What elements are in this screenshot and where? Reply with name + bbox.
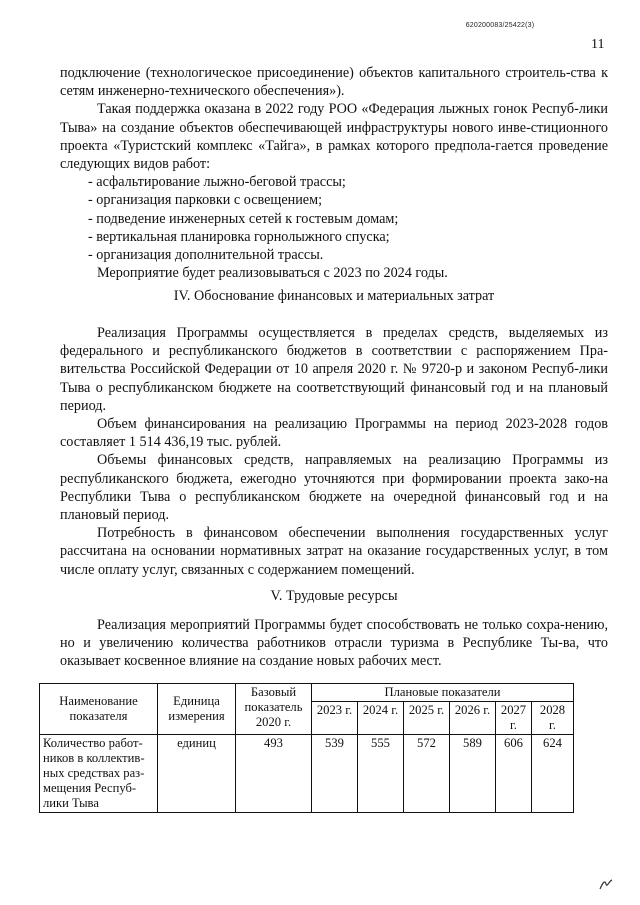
row-name: Количество работ-ников в коллектив-ных средствах раз-мещения Респуб-лики Тыва [40,735,158,813]
section-5-body [60,616,608,671]
paragraph: Объемы финансовых средств, направляемых на реализацию Программы из республиканского бюджета, ежегодно уточняются при формировании проекта зако-на Республики Тыва о республиканском бюджете на очередной финансовый год и на плановый период. [60,452,608,524]
header-year: 2028 г. [532,702,574,735]
indicators-table [39,683,574,813]
header-year: 2024 г. [358,702,404,735]
header-year: 2023 г. [312,702,358,735]
section-4-body [60,324,608,579]
section-5-title: V. Трудовые ресурсы [270,588,398,604]
page-number: 11 [591,37,605,52]
row-base: 493 [236,735,312,813]
header-year: 2026 г. [450,702,496,735]
row-value: 555 [358,735,404,813]
table-header-row [40,684,574,702]
signature-mark [598,878,614,892]
section-4-title: IV. Обоснование финансовых и материальных затрат [173,288,495,304]
paragraph: Реализация мероприятий Программы будет способствовать не только сохра-нению, но и увеличению количества работников отрасли туризма в Республике Ты-ва, что оказывает косвенное влияние на создание новых рабочих мест. [60,617,608,670]
paragraph: Такая поддержка оказана в 2022 году РОО «Федерация лыжных гонок Респуб-лики Тыва» на создание объектов обеспечивающей инфраструктуры нового инве-стиционного проекта «Туристский комплекс «Тайга», в рамках которого предпола-гается проведение следующих видов работ: [60,101,608,173]
list-item: - организация парковки с освещением; [88,192,323,209]
document-code: 620200083/25422(3) [465,22,535,29]
paragraph: Потребность в финансовом обеспечении выполнения государственных услуг рассчитана на основании нормативных затрат на оказание государственных услуг, в том числе оплату услуг, связанных с содержанием помещений. [60,525,608,578]
row-value: 589 [450,735,496,813]
header-unit: Единица измерения [158,684,236,735]
row-value: 539 [312,735,358,813]
row-value: 606 [496,735,532,813]
paragraph: Объем финансирования на реализацию Программы на период 2023-2028 годов составляет 1 514 436,19 тыс. рублей. [60,416,608,451]
row-unit: единиц [158,735,236,813]
header-plan: Плановые показатели [312,684,574,702]
intro-block [60,64,608,282]
header-base: Базовый показатель 2020 г. [236,684,312,735]
paragraph: подключение (технологическое присоединение) объектов капитального строитель-ства к сетям инженерно-технического обеспечения»). [60,65,608,100]
row-value: 572 [404,735,450,813]
list-item: - асфальтирование лыжно-беговой трассы; [88,174,346,191]
header-year: 2025 г. [404,702,450,735]
list-item: - подведение инженерных сетей к гостевым домам; [88,210,399,227]
list-item: - вертикальная планировка горнолыжного спуска; [88,228,390,245]
list-item: - организация дополнительной трассы. [88,247,324,264]
paragraph: Мероприятие будет реализовываться с 2023 по 2024 годы. [97,265,448,282]
table-row [40,735,574,813]
header-year: 2027 г. [496,702,532,735]
header-name: Наименование показателя [40,684,158,735]
paragraph: Реализация Программы осуществляется в пределах средств, выделяемых из федерального и республиканского бюджетов в соответствии с распоряжением Пра-вительства Российской Федерации от 10 апреля 2020 г. № 9720-р и законом Респуб-лики Тыва о республиканском бюджете на соответствующий финансовый год и на плановый период. [60,325,608,414]
row-value: 624 [532,735,574,813]
